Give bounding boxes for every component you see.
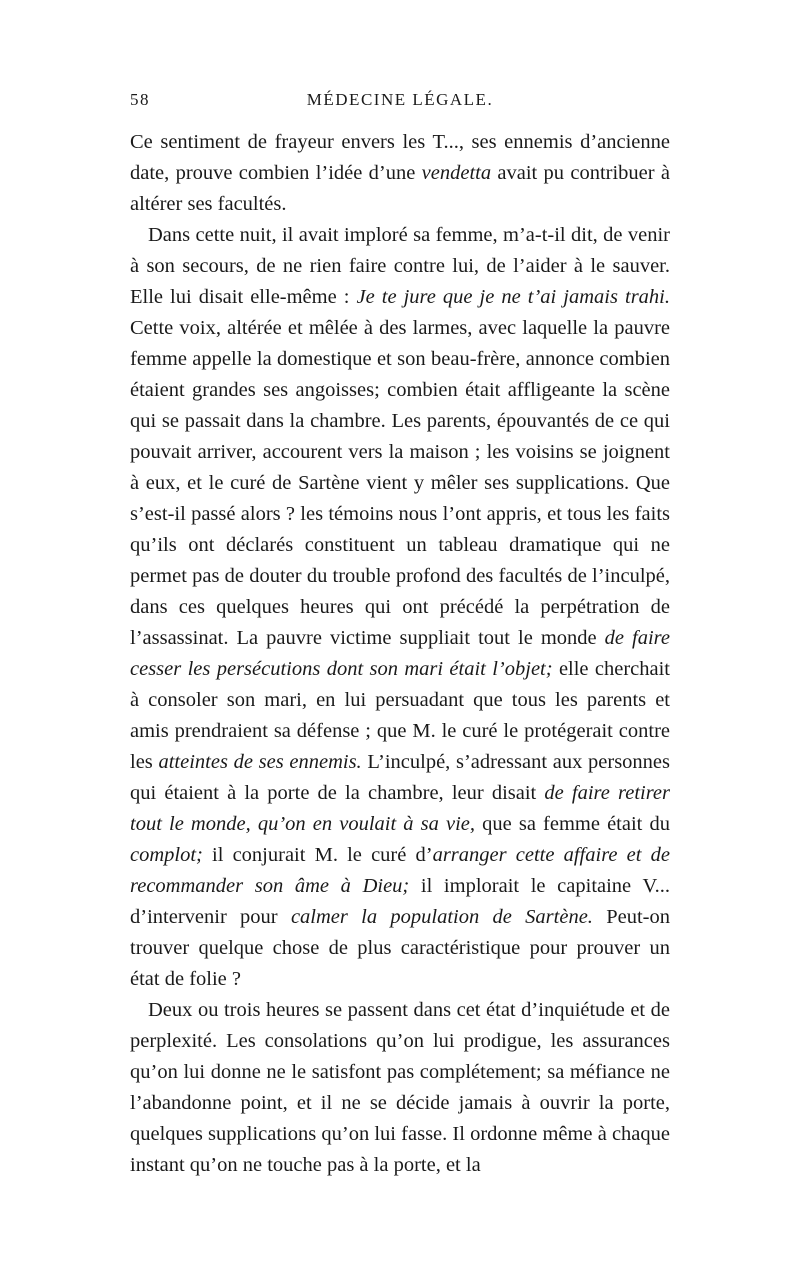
running-head (130, 90, 670, 120)
text-segment: Dans cette nuit, il avait imploré sa femme, m’a-t-il dit, de venir à son secours, de ne rien faire contre lui, de l’aider à le sauver. Elle lui disait elle-même : (130, 224, 670, 308)
text-segment: L’inculpé, s’adressant aux personnes qui étaient à la porte de la chambre, leur disait (130, 751, 671, 804)
italic-segment: calmer la population de Sartène. (290, 906, 593, 928)
text-segment: Deux ou trois heures se passent dans cet état d’inquiétude et de perplexité. Les consolations qu’on lui prodigue, les assurances qu’on lui donne ne le satisfont pas complétement; sa méfiance ne l’abandonne point, et il ne se décide jamais à ouvrir la porte, quelques supplications qu’on lui fasse. Il ordonne même à chaque instant qu’on ne touche pas à la porte, et la (130, 999, 670, 1176)
paragraph-3 (130, 995, 670, 1181)
text-segment: il implorait le capitaine V... d’intervenir pour (130, 875, 670, 928)
paragraph-2 (130, 220, 670, 995)
body-text (130, 127, 670, 1181)
text-segment: il conjurait M. le curé d’ (202, 844, 433, 866)
text-segment: Peut-on trouver quelque chose de plus caractéristique pour prouver un état de folie ? (130, 906, 670, 990)
running-title: MÉDECINE LÉGALE. (306, 90, 494, 109)
italic-segment: de faire retirer tout le monde, qu’on en voulait à sa vie, (130, 782, 670, 835)
page-number: 58 (130, 90, 150, 109)
italic-segment: Je te jure que je ne t’ai jamais trahi. (356, 286, 670, 308)
italic-segment: arranger cette affaire et de recommander son âme à Dieu; (130, 844, 670, 897)
text-segment: avait pu contribuer à altérer ses facultés. (130, 162, 671, 215)
book-page (130, 90, 670, 1181)
text-segment: Ce sentiment de frayeur envers les T..., ses ennemis d’ancienne date, prouve combien l’idée d’une (130, 131, 670, 184)
text-segment: elle cherchait à consoler son mari, en lui persuadant que tous les parents et amis prendraient sa défense ; que M. le curé le protégerait contre les (130, 658, 670, 773)
italic-segment: de faire cesser les persécutions dont son mari était l’objet; (130, 627, 670, 680)
paragraph-1 (130, 127, 670, 220)
italic-segment: vendetta (421, 162, 492, 184)
italic-segment: complot; (130, 844, 203, 866)
text-segment: Cette voix, altérée et mêlée à des larmes, avec laquelle la pauvre femme appelle la domestique et son beau-frère, annonce combien étaient grandes ses angoisses; combien était affligeante la scène qui se passait dans la chambre. Les parents, épouvantés de ce qui pouvait arriver, accourent vers la maison ; les voisins se joignent à eux, et le curé de Sartène vient y mêler ses supplications. Que s’est-il passé alors ? les témoins nous l’ont appris, et tous les faits qu’ils ont déclarés constituent un tableau dramatique qui ne permet pas de douter du trouble profond des facultés de l’inculpé, dans ces quelques heures qui ont précédé la perpétration de l’assassinat. La pauvre victime suppliait tout le monde (130, 317, 670, 649)
text-segment: que sa femme était du (475, 813, 670, 835)
italic-segment: atteintes de ses ennemis. (158, 751, 362, 773)
